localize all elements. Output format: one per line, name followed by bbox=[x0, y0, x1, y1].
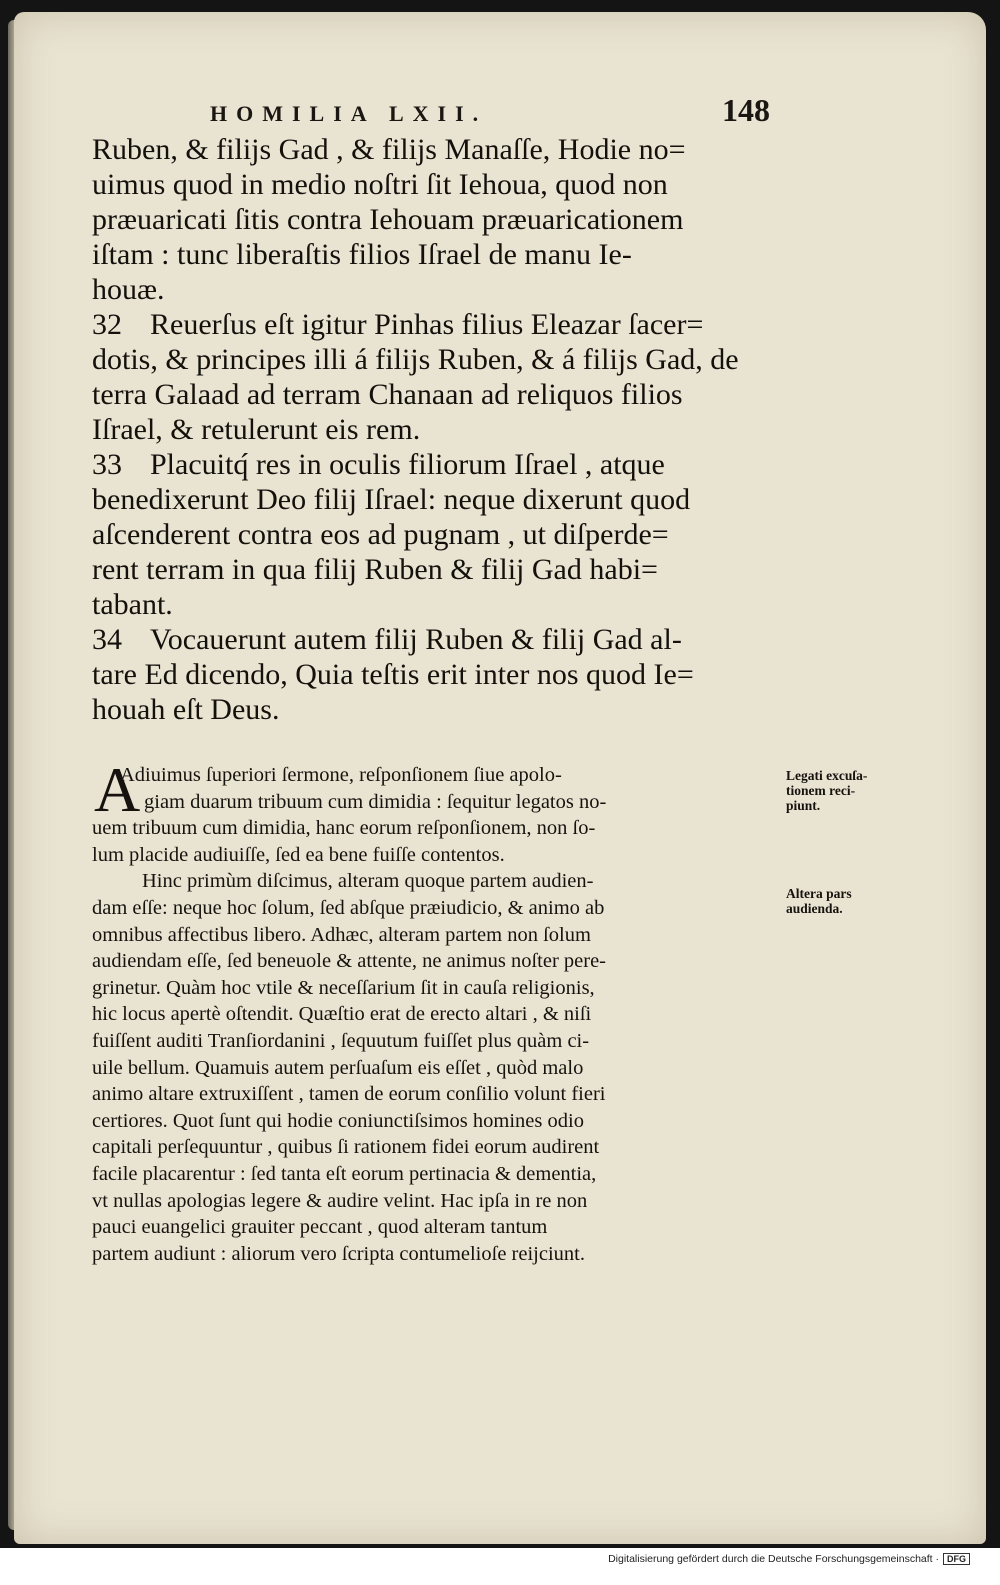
verse-line bbox=[92, 342, 792, 377]
verse-text: Reuerſus eſt igitur Pinhas filius Eleazar ſacer= bbox=[150, 308, 704, 341]
verse-text: dotis, & principes illi á filijs Ruben, & á filijs Gad, de bbox=[92, 343, 739, 376]
verse-text: Ruben, & filijs Gad , & filijs Manaſſe, Hodie no= bbox=[92, 133, 686, 166]
commentary-line: certiores. Quot ſunt qui hodie coniunctiſsimos homines odio bbox=[92, 1109, 584, 1132]
commentary-line: omnibus affectibus libero. Adhæc, alteram partem non ſolum bbox=[92, 923, 591, 946]
verse-text: houæ. bbox=[92, 273, 165, 306]
verse-text: terra Galaad ad terram Chanaan ad reliquos filios bbox=[92, 378, 683, 411]
commentary-line: facile placarentur : ſed tanta eſt eorum pertinacia & dementia, bbox=[92, 1162, 597, 1185]
commentary-line: dam eſſe: neque hoc ſolum, ſed abſque præiudicio, & animo ab bbox=[92, 896, 605, 919]
verse-number: 34 bbox=[92, 623, 122, 656]
verse-line bbox=[92, 552, 792, 587]
commentary-line: capitali perſequuntur , quibus ſi rationem fidei eorum audirent bbox=[92, 1136, 600, 1159]
verse-text: houah eſt Deus. bbox=[92, 693, 280, 726]
marginal-note-legati bbox=[786, 768, 896, 813]
verse-line bbox=[92, 447, 792, 482]
verse-line bbox=[92, 132, 792, 167]
verse-text: præuaricati ſitis contra Iehouam præuaricationem bbox=[92, 203, 684, 236]
commentary-line: Adiuimus ſuperiori ſermone, reſponſionem ſiue apolo- bbox=[120, 764, 562, 786]
verse-line bbox=[92, 657, 792, 692]
commentary-line: uem tribuum cum dimidia, hanc eorum reſponſionem, non ſo- bbox=[92, 817, 596, 840]
verse-line bbox=[92, 692, 792, 727]
verse-line bbox=[92, 587, 792, 622]
verse-text: tabant. bbox=[92, 588, 173, 621]
verse-number: 32 bbox=[92, 308, 122, 341]
verse-line bbox=[92, 237, 792, 272]
verse-line bbox=[92, 202, 792, 237]
drop-cap: A bbox=[94, 754, 141, 825]
commentary-line: grinetur. Quàm hoc vtile & neceſſarium ſit in cauſa religionis, bbox=[92, 976, 595, 999]
verse-line bbox=[92, 482, 792, 517]
commentary-line: partem audiunt : aliorum vero ſcripta contumelioſe reijciunt. bbox=[92, 1242, 585, 1265]
verse-text: Iſrael, & retulerunt eis rem. bbox=[92, 413, 421, 446]
verse-text: aſcenderent contra eos ad pugnam , ut diſperde= bbox=[92, 518, 669, 551]
verse-number: 33 bbox=[92, 448, 122, 481]
verse-text: Placuitq́ res in oculis filiorum Iſrael , atque bbox=[150, 448, 665, 481]
verse-line bbox=[92, 412, 792, 447]
commentary-line: lum placide audiuiſſe, ſed ea bene fuiſſe contentos. bbox=[92, 843, 505, 866]
scripture-verses bbox=[92, 132, 792, 727]
verse-text: uimus quod in medio noſtri ſit Iehoua, quod non bbox=[92, 168, 668, 201]
dfg-logo: DFG bbox=[943, 1553, 970, 1565]
commentary-line: pauci euangelici grauiter peccant , quod alteram tantum bbox=[92, 1216, 548, 1239]
verse-line bbox=[92, 377, 792, 412]
marginal-line: tionem reci- bbox=[786, 783, 856, 798]
commentary-line: giam duarum tribuum cum dimidia : ſequitur legatos no- bbox=[144, 790, 607, 813]
commentary-line: vt nullas apologias legere & audire velint. Hac ipſa in re non bbox=[92, 1189, 588, 1212]
commentary-line: uile bellum. Quamuis autem perſuaſum eis eſſet , quòd malo bbox=[92, 1056, 584, 1079]
verse-line bbox=[92, 167, 792, 202]
verse-line bbox=[92, 272, 792, 307]
credit-text: Digitalisierung gefördert durch die Deutsche Forschungsgemeinschaft · bbox=[608, 1553, 939, 1565]
marginal-line: piunt. bbox=[786, 798, 821, 813]
commentary-line: audiendam eſſe, ſed beneuole & attente, ne animus noſter pere- bbox=[92, 950, 607, 973]
verse-line bbox=[92, 622, 792, 657]
verse-text: iſtam : tunc liberaſtis filios Iſrael de manu Ie- bbox=[92, 238, 632, 271]
marginal-line: audienda. bbox=[786, 901, 843, 916]
verse-line bbox=[92, 517, 792, 552]
commentary-line: fuiſſent auditi Tranſiordanini , ſequutum fuiſſet plus quàm ci- bbox=[92, 1029, 590, 1052]
verse-text: benedixerunt Deo filij Iſrael: neque dixerunt quod bbox=[92, 483, 691, 516]
verse-text: Vocauerunt autem filij Ruben & filij Gad al- bbox=[150, 623, 682, 656]
commentary-text bbox=[92, 754, 782, 1267]
marginal-note-altera-pars bbox=[786, 886, 896, 916]
digitization-credit bbox=[608, 1553, 970, 1565]
page-number: 148 bbox=[722, 92, 770, 128]
running-head bbox=[210, 92, 770, 129]
commentary-line: hic locus apertè oſtendit. Quæſtio erat de erecto altari , & niſi bbox=[92, 1003, 592, 1026]
running-title: HOMILIA LXII. bbox=[210, 101, 488, 126]
marginal-line: Legati excuſa- bbox=[786, 768, 868, 783]
marginal-line: Altera pars bbox=[786, 886, 852, 901]
verse-text: rent terram in qua filij Ruben & filij Gad habi= bbox=[92, 553, 658, 586]
commentary-line: animo altare extruxiſſent , tamen de eorum conſilio volunt fieri bbox=[92, 1083, 606, 1106]
verse-text: tare Ed dicendo, Quia teſtis erit inter nos quod Ie= bbox=[92, 658, 694, 691]
verse-line bbox=[92, 307, 792, 342]
commentary-line: Hinc primùm diſcimus, alteram quoque partem audien- bbox=[142, 870, 594, 893]
